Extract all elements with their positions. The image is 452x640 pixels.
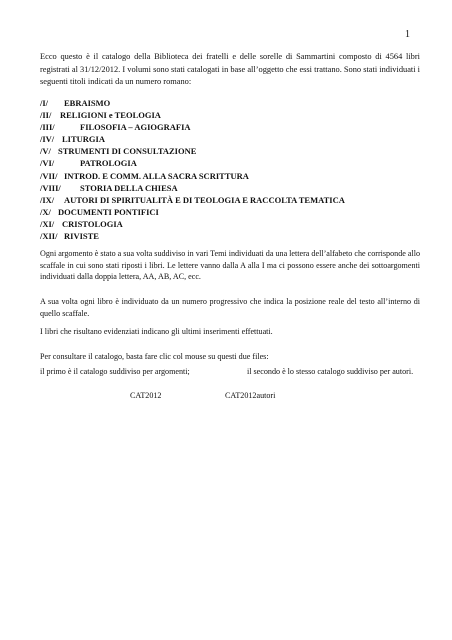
category-number: /II/ [40, 110, 52, 121]
category-item [40, 121, 420, 133]
category-title: LITURGIA [62, 134, 105, 145]
category-number: /VIII/ [40, 182, 61, 193]
category-number: /IV/ [40, 134, 55, 145]
category-title: DOCUMENTI PONTIFICI [58, 206, 159, 217]
consult-instructions: Per consultare il catalogo, basta fare clic col mouse su questi due files: [40, 352, 269, 361]
themes-paragraph: Ogni argomento è stato a sua volta suddiviso in vari Temi individuati da una lettera dell’alfabeto che corrisponde allo scaffale in cui sono stati riposti i libri. Le lettere vanno dalla A alla I ma ci possono essere anche dei sottoargomenti individuati dalla doppia lettera, AA, AB, AC, ecc. [40, 249, 420, 282]
category-number: /V/ [40, 146, 51, 157]
cat2012-file-link[interactable]: CAT2012 [130, 391, 162, 400]
category-number: /III/ [40, 122, 55, 133]
category-title: STORIA DELLA CHIESA [80, 182, 178, 193]
category-item [40, 206, 420, 218]
highlight-note: I libri che risultano evidenziati indicano gli ultimi inserimenti effettuati. [40, 327, 273, 336]
category-title: RELIGIONI e TEOLOGIA [60, 110, 161, 121]
category-title: FILOSOFIA – AGIOGRAFIA [80, 122, 191, 133]
category-item [40, 194, 420, 206]
category-item [40, 230, 420, 242]
category-item [40, 109, 420, 121]
position-paragraph: A sua volta ogni libro è individuato da un numero progressivo che indica la posizione reale del testo all’interno di quello scaffale. [40, 297, 420, 318]
category-title: EBRAISMO [64, 98, 111, 108]
category-item [40, 97, 420, 109]
category-number: /IX/ [40, 194, 55, 205]
category-title: PATROLOGIA [80, 158, 137, 169]
category-number: /XII/ [40, 231, 58, 242]
category-title: RIVISTE [64, 231, 99, 242]
category-number: /VI/ [40, 158, 55, 169]
category-list [40, 97, 420, 242]
category-number: /VII/ [40, 170, 58, 181]
category-title: AUTORI DI SPIRITUALITÀ E DI TEOLOGIA E RACCOLTA TEMATICA [64, 194, 345, 205]
category-title: STRUMENTI DI CONSULTAZIONE [58, 146, 197, 157]
category-item [40, 133, 420, 145]
category-number: /X/ [40, 206, 51, 217]
category-item [40, 170, 420, 182]
category-number: /XI/ [40, 218, 55, 229]
category-number: /I/ [40, 98, 49, 108]
files-note-topics: il primo è il catalogo suddiviso per argomenti; [40, 367, 190, 376]
category-title: CRISTOLOGIA [62, 218, 123, 229]
page-number: 1 [405, 29, 410, 40]
category-item [40, 182, 420, 194]
category-title: INTROD. E COMM. ALLA SACRA SCRITTURA [64, 170, 249, 181]
files-note-authors: il secondo è lo stesso catalogo suddiviso per autori. [247, 367, 414, 376]
cat2012-authors-file-link[interactable]: CAT2012autori [225, 391, 276, 400]
category-item [40, 218, 420, 230]
category-item [40, 145, 420, 157]
category-item [40, 157, 420, 169]
intro-paragraph: Ecco questo è il catalogo della Biblioteca dei fratelli e delle sorelle di Sammartini composto di 4564 libri registrati al 31/12/2012. I volumi sono stati catalogati in base all’oggetto che essi trattano. Sono stati individuati i seguenti titoli indicati da un numero romano: [40, 52, 420, 86]
